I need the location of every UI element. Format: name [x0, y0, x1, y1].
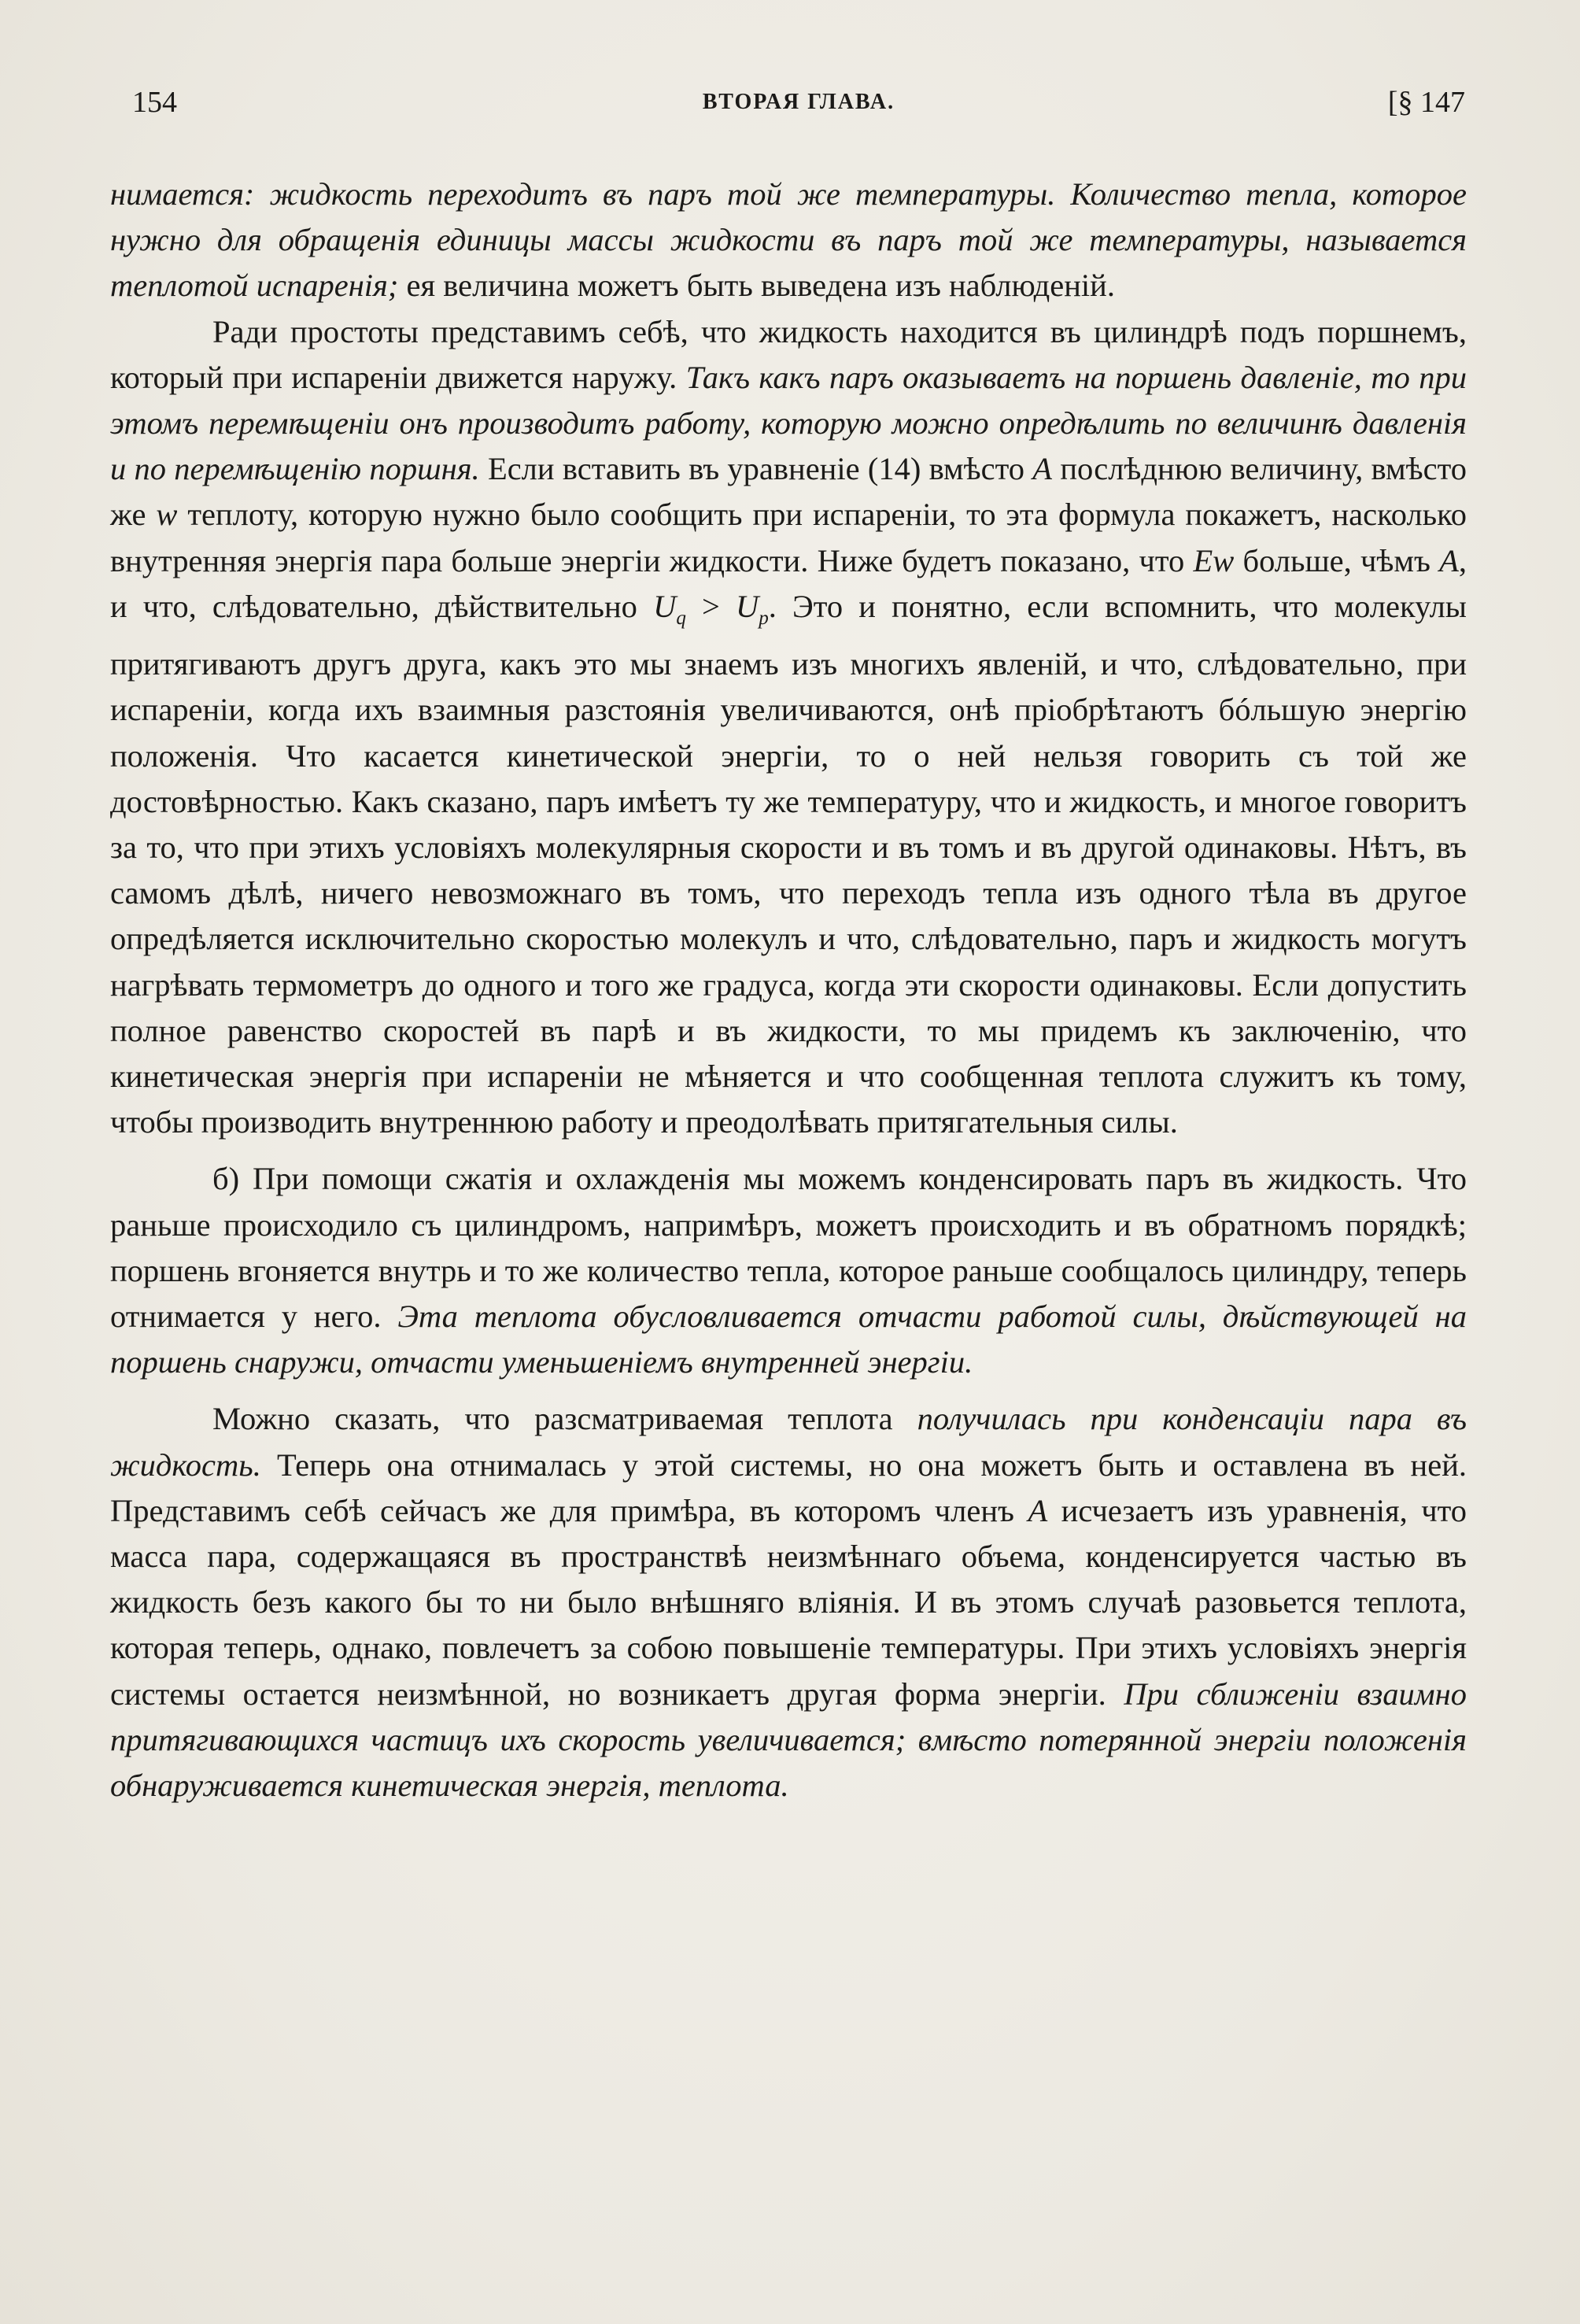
paragraph — [110, 1156, 1467, 1385]
chapter-title: ВТОРАЯ ГЛАВА. — [702, 90, 895, 114]
text-run: Теперь она отнималась у этой системы, но она можетъ быть и оставлена въ ней. Представимъ себѣ сейчасъ же для примѣра, въ которомъ членъ — [110, 1446, 1467, 1528]
paragraph — [110, 172, 1467, 309]
running-head — [132, 85, 1465, 129]
italic-text-run: Эта теплота обусловливается отчасти работой силы, дѣйствующей на поршень снаружи, отчасти уменьшеніемъ внутренней энергіи. — [110, 1298, 1467, 1380]
italic-text-run: Ew — [1193, 542, 1235, 578]
body-text — [110, 172, 1467, 1809]
text-run: Ради простоты представимъ себѣ, что жидкость находится въ цилиндрѣ подъ поршнемъ, который при испареніи движется наружу. — [110, 313, 1467, 395]
text-run: . Это и понятно, если вспомнить, что молекулы притягиваютъ другъ друга, какъ это мы знаемъ изъ многихъ явленій, и что, слѣдовательно, при испареніи, когда ихъ взаимныя разстоянія увеличиваются, онѣ пріобрѣтаютъ бóльшую энергію положенія. Что касается кинетической энергіи, то о ней нельзя говорить съ той же достовѣрностью. Какъ сказано, паръ имѣетъ ту же температуру, что и жидкость, и многое говоритъ за то, что при этихъ условіяхъ молекулярныя скорости и въ томъ и въ другой одинаковы. Нѣтъ, въ самомъ дѣлѣ, ничего невозможнаго въ томъ, что переходъ тепла изъ одного тѣла въ другое опредѣляется исключительно скоростью молекулъ и что, слѣдовательно, паръ и жидкость могутъ нагрѣвать термометръ до одного и того же градуса, когда эти скорости одинаковы. Если допустить полное равенство скоростей въ парѣ и въ жидкости, то мы придемъ къ заключенію, что кинетическая энергія при испареніи не мѣняется и что сообщенная теплота служитъ къ тому, чтобы производить внутреннюю работу и преодолѣвать притягательныя силы. — [110, 588, 1467, 1140]
paragraph — [110, 1396, 1467, 1809]
text-run: исчезаетъ изъ уравненія, что масса пара, содержащаяся въ пространствѣ неизмѣннаго объема, конденсируется частью въ жидкость безъ какого бы то ни было внѣшняго вліянія. И въ этомъ случаѣ разовьется теплота, которая теперь, однако, повлечетъ за собою повышеніе температуры. При этихъ условіяхъ энергія системы остается неизмѣнной, но возникаетъ другая форма энергіи. — [110, 1492, 1467, 1712]
text-run: теплоту, которую нужно было сообщить при испареніи, то эта формула покажетъ, насколько внутренняя энергія пара больше энергіи жидкости. Ниже будетъ показано, что — [110, 497, 1467, 578]
text-run: больше, чѣмъ — [1234, 542, 1440, 578]
italic-text-run: A — [1439, 542, 1459, 578]
italic-text-run: Такъ какъ паръ оказываетъ на поршень давленіе, то при этомъ перемѣщеніи онъ производитъ работу, которую можно опредѣлить по величинѣ давленія и по перемѣщенію поршня. — [110, 359, 1467, 487]
italic-text-run: получилась при конденсаціи пара въ жидкость. — [110, 1401, 1467, 1483]
italic-text-run: A — [1032, 451, 1053, 487]
section-reference: [§ 147 — [1387, 86, 1465, 119]
paragraph — [110, 309, 1467, 1146]
text-run: ея величина можетъ быть выведена изъ наблюденій. — [398, 268, 1115, 304]
text-run: > — [685, 588, 736, 624]
italic-text-run: U — [735, 588, 759, 624]
text-run: послѣднюю величину, вмѣсто же — [110, 451, 1467, 533]
italic-text-run: При сближеніи взаимно притягивающихся частицъ ихъ скорость увеличивается; вмѣсто потерянной энергіи положенія обнаруживается кинетическая энергія, теплота. — [110, 1676, 1467, 1803]
text-run: Можно сказать, что разсматриваемая теплота — [212, 1401, 917, 1437]
italic-text-run: нимается: жидкость переходитъ въ паръ той же температуры. Количество тепла, которое нужно для обращенія единицы массы жидкости въ паръ той же температуры, называется теплотой испаренія; — [110, 176, 1467, 304]
italic-text-run: p — [759, 607, 769, 629]
text-run: , и что, слѣдовательно, дѣйствительно — [110, 542, 1467, 624]
text-run: б) При помощи сжатія и охлажденія мы можемъ конденсировать паръ въ жидкость. Что раньше происходило съ цилиндромъ, напримѣръ, можетъ происходить и въ обратномъ порядкѣ; поршень вгоняется внутрь и то же количество тепла, которое раньше сообщалось цилиндру, теперь отнимается у него. — [110, 1161, 1467, 1334]
italic-text-run: U — [653, 588, 677, 624]
text-run: Если вставить въ уравненіе (14) вмѣсто — [479, 451, 1033, 487]
italic-text-run: w — [156, 497, 178, 533]
italic-text-run: A — [1028, 1492, 1048, 1528]
page-number: 154 — [132, 86, 177, 119]
italic-text-run: q — [676, 607, 686, 629]
